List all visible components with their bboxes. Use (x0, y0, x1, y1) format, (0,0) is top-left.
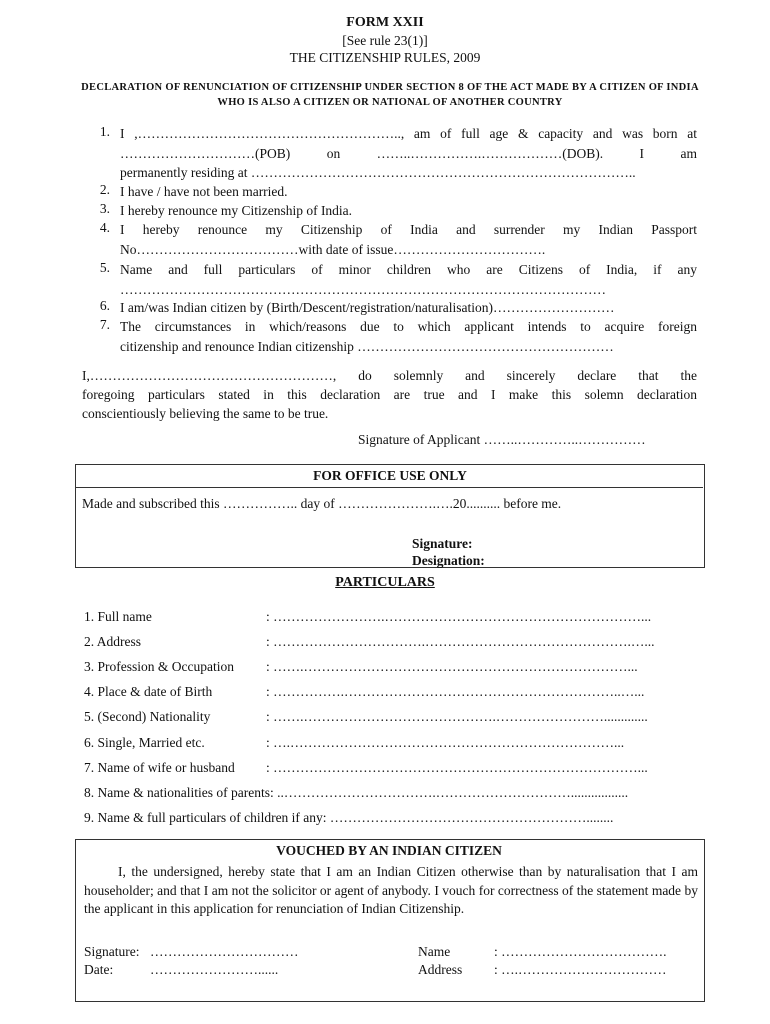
item-line: No………………………………with date of issue……………………………. (120, 241, 546, 257)
particular-field: : …….…………………………………….……………………............. (266, 709, 648, 724)
particular-label: 7. Name of wife or husband (84, 760, 235, 775)
particulars-heading: PARTICULARS (335, 575, 435, 590)
office-made-line: Made and subscribed this …………….. day of ………………….….20.......... before me. (82, 496, 562, 511)
vouch-date-field: ……………………...... (150, 962, 279, 977)
item-number: 3. (99, 201, 110, 216)
vouch-title: VOUCHED BY AN INDIAN CITIZEN (276, 843, 502, 858)
item-line: I have / have not been married. (120, 184, 288, 199)
list-item (120, 317, 697, 356)
particular-field: : ………………………………………………………………………... (266, 760, 648, 775)
vouch-signature-field: …………………………… (150, 944, 299, 959)
particular-label: 1. Full name (84, 609, 152, 624)
vouch-date-label: Date: (84, 962, 114, 977)
office-use-title: FOR OFFICE USE ONLY (313, 468, 467, 483)
particular-field: : …….………………………………………………………………... (266, 659, 638, 674)
vouch-name-label: Name (418, 944, 451, 959)
item-line: I ,………………………………………………….., am of full age & capacity and was born at (120, 126, 697, 141)
list-item (120, 182, 697, 202)
item-line: Name and full particulars of minor children who are Citizens of India, if any (120, 262, 697, 277)
particular-label: 5. (Second) Nationality (84, 709, 211, 724)
solemn-declaration (82, 366, 697, 423)
item-line: I hereby renounce my Citizenship of India and surrender my Indian Passport (120, 222, 697, 237)
solemn-line: foregoing particulars stated in this declaration are true and I make this solemn declaration (82, 387, 697, 402)
list-item (120, 124, 697, 183)
item-number: 1. (99, 124, 110, 139)
item-line: The circumstances in which/reasons due to which applicant intends to acquire foreign (120, 319, 697, 334)
rule-reference: [See rule 23(1)] (342, 33, 428, 48)
form-title: FORM XXII (346, 15, 424, 30)
particular-field: : …………………….…………………………………………………... (266, 609, 652, 624)
vouch-signature-label: Signature: (84, 944, 140, 959)
item-line: …………………………(POB) on ……..…………….………………(DOB). I am (120, 145, 697, 161)
item-line: I hereby renounce my Citizenship of India. (120, 203, 353, 218)
solemn-line: I,………………………………………………, do solemnly and sincerely declare that the (82, 368, 697, 383)
particular-children-row: 9. Name & full particulars of children if any: …………………………………………………........ (84, 810, 614, 825)
vouch-name-field: : ………………………………. (494, 944, 667, 959)
item-number: 6. (99, 298, 110, 313)
list-item (120, 220, 697, 259)
list-item (120, 201, 697, 221)
list-item (120, 260, 697, 299)
particular-label: 6. Single, Married etc. (84, 735, 205, 750)
particular-field: : …………….……………………………………………………..…... (266, 684, 645, 699)
particular-field: : …………………………….……………………………………….…... (266, 634, 655, 649)
item-line: I am/was Indian citizen by (Birth/Descent/registration/naturalisation)……………………… (120, 300, 615, 315)
item-number: 4. (99, 220, 110, 235)
particular-label: 4. Place & date of Birth (84, 684, 213, 699)
office-signature-label: Signature: (412, 536, 473, 551)
item-number: 2. (99, 182, 110, 197)
vouch-address-label: Address (418, 962, 463, 977)
solemn-line: conscientiously believing the same to be true. (82, 406, 329, 421)
rules-name: THE CITIZENSHIP RULES, 2009 (289, 50, 481, 65)
particular-label: 2. Address (84, 634, 141, 649)
particular-label: 3. Profession & Occupation (84, 659, 234, 674)
list-item (120, 298, 697, 318)
item-number: 5. (99, 260, 110, 275)
vouch-address-field: : ….…………………………… (494, 962, 667, 977)
office-divider (75, 487, 703, 488)
particular-parents-row: 8. Name & nationalities of parents: ..…………………………….…………………………................. (84, 785, 629, 800)
item-line: permanently residing at ………………………………………………………………………….. (120, 165, 636, 180)
office-designation-label: Designation: (412, 553, 485, 568)
item-number: 7. (99, 317, 110, 332)
office-signature-block (412, 535, 485, 569)
applicant-signature-line: Signature of Applicant ……..…………..…………… (358, 432, 646, 447)
particular-field: : ….………………………………………………………………... (266, 735, 625, 750)
vouch-statement: I, the undersigned, hereby state that I am an Indian Citizen otherwise than by naturalisation that I am householder; and that I am not the solicitor or agent of anybody. I vouch for correctness of the statement made by the applicant in this application for renunciation of Indian Citizenship. (84, 864, 698, 916)
declaration-heading: DECLARATION OF RENUNCIATION OF CITIZENSHIP UNDER SECTION 8 OF THE ACT MADE BY A CITIZEN OF INDIA WHO IS ALSO A CITIZEN OR NATIONAL OF ANOTHER COUNTRY (81, 82, 699, 108)
item-line: citizenship and renounce Indian citizenship ………………………………………………… (120, 338, 614, 354)
item-line: ……………………………………………………………………………………………… (120, 281, 606, 297)
